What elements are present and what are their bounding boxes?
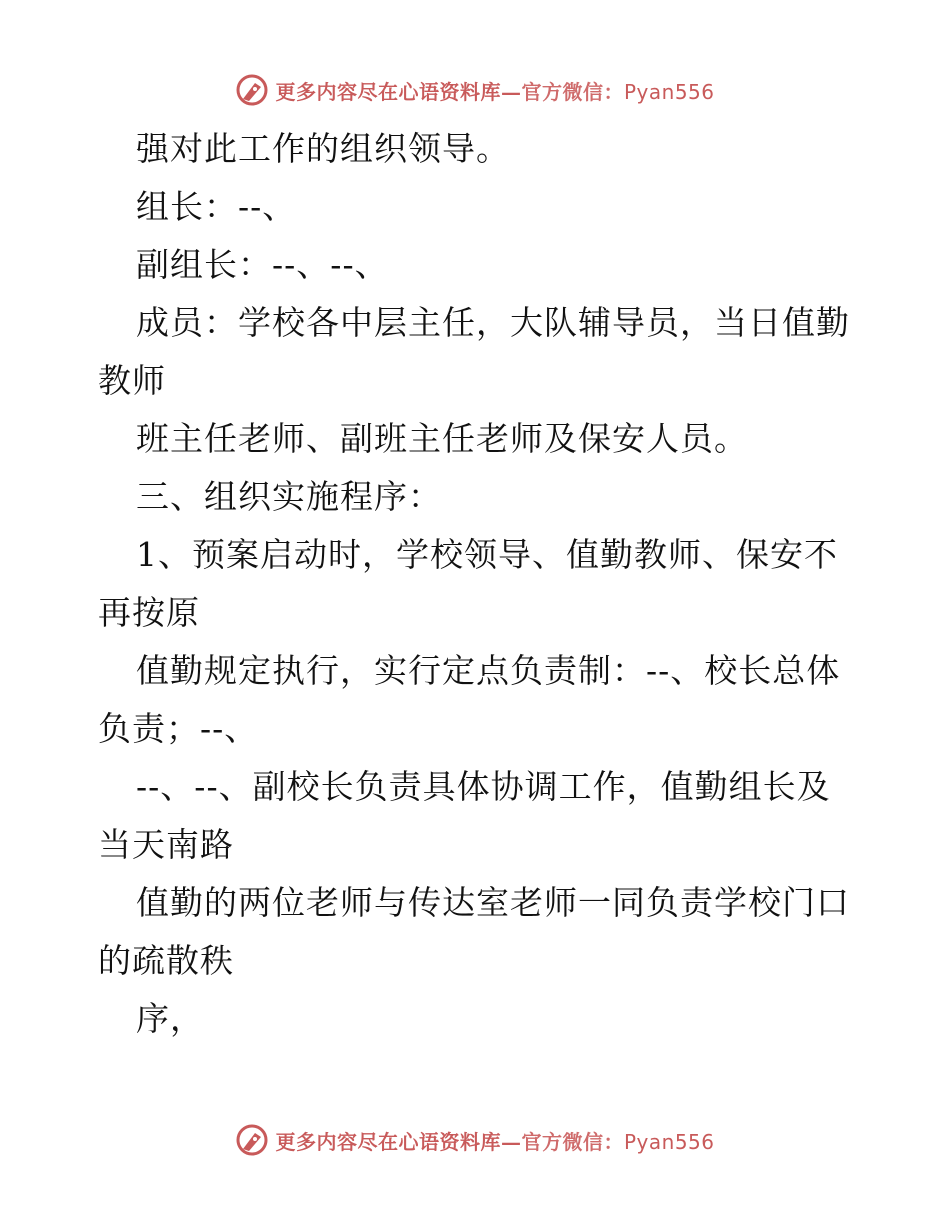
header-banner bbox=[0, 70, 950, 110]
header-banner-text bbox=[275, 76, 714, 105]
footer-banner-main: 更多内容尽在心语资料库 bbox=[275, 1129, 501, 1154]
footer-banner-text bbox=[275, 1126, 714, 1155]
paragraph-line: 成员：学校各中层主任，大队辅导员，当日值勤 bbox=[136, 303, 850, 342]
paragraph-line: 再按原 bbox=[98, 593, 200, 632]
paragraph-line: 负责；--、 bbox=[98, 709, 259, 748]
footer-banner-wechat: 官方微信： bbox=[521, 1129, 624, 1154]
footer-banner bbox=[0, 1120, 950, 1160]
paragraph-line: 当天南路 bbox=[98, 825, 234, 864]
paragraph-line: 1、预案启动时，学校领导、值勤教师、保安不 bbox=[136, 535, 838, 574]
paragraph-line: 组长：--、 bbox=[136, 187, 297, 226]
footer-banner-dash: — bbox=[500, 1129, 522, 1154]
header-banner-wechat: 官方微信： bbox=[521, 79, 624, 104]
paragraph-line: 强对此工作的组织领导。 bbox=[136, 129, 510, 168]
paragraph-line: 班主任老师、副班主任老师及保安人员。 bbox=[136, 419, 748, 458]
pen-nib-circle-icon bbox=[235, 1123, 269, 1157]
paragraph-line: 值勤的两位老师与传达室老师一同负责学校门口 bbox=[136, 883, 850, 922]
header-banner-dash: — bbox=[500, 79, 522, 104]
paragraph-line: 的疏散秩 bbox=[98, 941, 234, 980]
paragraph-line: 教师 bbox=[98, 361, 166, 400]
paragraph-line: --、--、副校长负责具体协调工作，值勤组长及 bbox=[136, 767, 831, 806]
pen-nib-circle-icon bbox=[235, 73, 269, 107]
header-banner-account: Pyan556 bbox=[623, 79, 715, 104]
paragraph-line: 序， bbox=[136, 999, 204, 1038]
paragraph-line: 值勤规定执行，实行定点负责制：--、校长总体 bbox=[136, 651, 841, 690]
paragraph-line: 副组长：--、--、 bbox=[136, 245, 389, 284]
document-body bbox=[98, 120, 858, 1048]
header-banner-main: 更多内容尽在心语资料库 bbox=[275, 79, 501, 104]
footer-banner-account: Pyan556 bbox=[623, 1129, 715, 1154]
paragraph-line: 三、组织实施程序： bbox=[136, 477, 442, 516]
